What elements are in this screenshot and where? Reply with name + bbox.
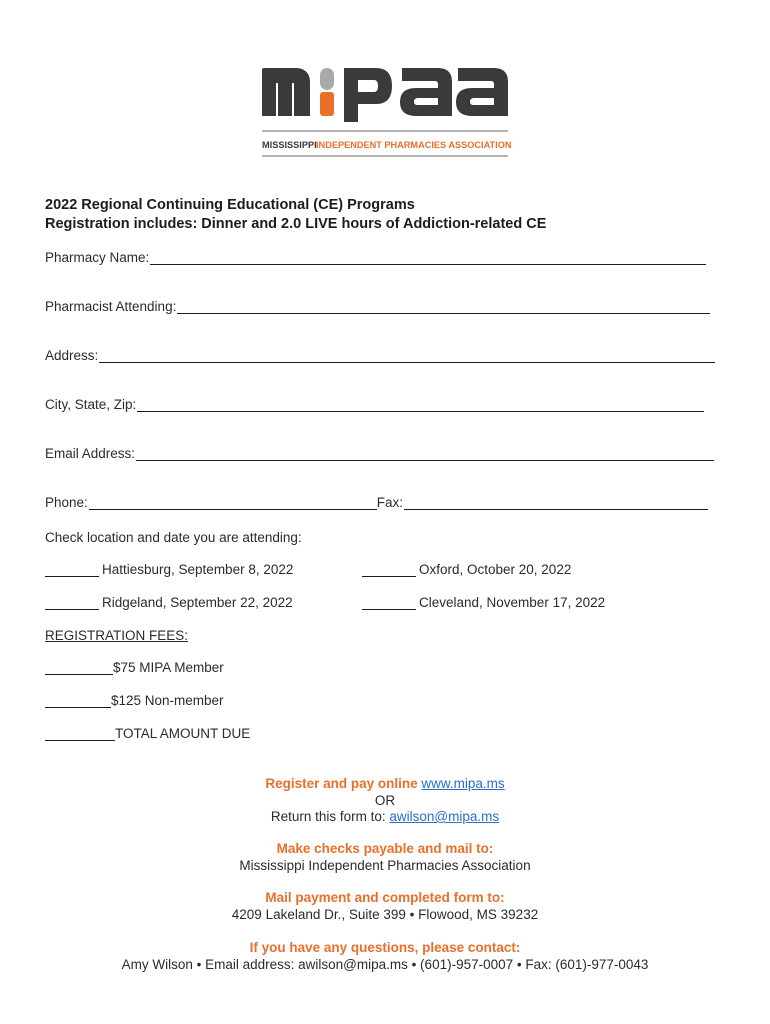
- choice-ridgeland[interactable]: [45, 595, 293, 610]
- fee-member[interactable]: [45, 660, 224, 675]
- fee-total-blank[interactable]: [45, 726, 115, 741]
- form-title: [45, 196, 546, 234]
- email-field[interactable]: [45, 446, 714, 461]
- fee-member-blank[interactable]: [45, 660, 113, 675]
- fee-nonmember-blank[interactable]: [45, 693, 111, 708]
- register-label: Register and pay online: [265, 776, 418, 791]
- address-label: Address:: [45, 348, 99, 363]
- pharmacist-line[interactable]: [177, 299, 710, 314]
- mipa-logo-graphic: [258, 58, 514, 164]
- return-email-link[interactable]: awilson@mipa.ms: [389, 809, 500, 824]
- choice-cleveland[interactable]: [362, 595, 605, 610]
- phone-line[interactable]: [89, 495, 377, 510]
- fax-line[interactable]: [404, 495, 708, 510]
- oxford-label: Oxford, October 20, 2022: [419, 562, 572, 577]
- questions-block: [0, 940, 770, 973]
- choice-oxford[interactable]: [362, 562, 571, 577]
- title-line-1: 2022 Regional Continuing Educational (CE) Programs: [45, 197, 415, 213]
- fee-total-label: TOTAL AMOUNT DUE: [115, 726, 251, 741]
- fee-total[interactable]: [45, 726, 250, 741]
- location-prompt: Check location and date you are attending:: [45, 530, 302, 545]
- register-online-block: [0, 776, 770, 826]
- address-line[interactable]: [99, 348, 715, 363]
- pharmacist-label: Pharmacist Attending:: [45, 299, 177, 314]
- cleveland-label: Cleveland, November 17, 2022: [419, 595, 606, 610]
- fee-member-label: $75 MIPA Member: [113, 660, 224, 675]
- mail-block: [0, 890, 770, 923]
- city-label: City, State, Zip:: [45, 397, 137, 412]
- phone-fax-row[interactable]: [45, 495, 708, 510]
- fee-nonmember-label: $125 Non-member: [111, 693, 224, 708]
- register-link[interactable]: www.mipa.ms: [421, 776, 505, 791]
- mail-address: 4209 Lakeland Dr., Suite 399 • Flowood, MS 39232: [231, 906, 539, 922]
- questions-heading: If you have any questions, please contact:: [249, 940, 521, 955]
- fax-label: Fax:: [376, 495, 404, 510]
- checks-block: [0, 841, 770, 874]
- logo-tagline-part2: INDEPENDENT PHARMACIES ASSOCIATION: [316, 140, 512, 150]
- title-line-2: Registration includes: Dinner and 2.0 LIVE hours of Addiction-related CE: [45, 216, 547, 232]
- pharmacist-attending-field[interactable]: [45, 299, 710, 314]
- ridgeland-blank[interactable]: [45, 595, 99, 610]
- mail-heading: Mail payment and completed form to:: [265, 890, 505, 905]
- address-field[interactable]: [45, 348, 715, 363]
- city-state-zip-field[interactable]: [45, 397, 704, 412]
- cleveland-blank[interactable]: [362, 595, 416, 610]
- logo-letter-a: [400, 68, 452, 116]
- return-label: Return this form to:: [270, 809, 386, 824]
- checks-payee: Mississippi Independent Pharmacies Association: [239, 857, 531, 873]
- city-line[interactable]: [137, 397, 704, 412]
- phone-label: Phone:: [45, 495, 88, 510]
- logo-capsule-bottom: [320, 92, 334, 116]
- oxford-blank[interactable]: [362, 562, 416, 577]
- or-text: OR: [374, 792, 396, 808]
- logo-letter-p: [344, 68, 392, 122]
- ridgeland-label: Ridgeland, September 22, 2022: [102, 595, 293, 610]
- pharmacy-name-line[interactable]: [150, 250, 706, 265]
- choice-hattiesburg[interactable]: [45, 562, 293, 577]
- contact-line: Amy Wilson • Email address: awilson@mipa.ms • (601)-957-0007 • Fax: (601)-977-0043: [121, 956, 649, 972]
- logo-tagline-part1: MISSISSIPPI: [262, 140, 317, 150]
- registration-fees-heading: REGISTRATION FEES:: [45, 628, 189, 643]
- hattiesburg-label: Hattiesburg, September 8, 2022: [102, 562, 294, 577]
- logo-letter-a2: [456, 68, 508, 116]
- checks-heading: Make checks payable and mail to:: [276, 841, 494, 856]
- email-line[interactable]: [136, 446, 714, 461]
- pharmacy-name-label: Pharmacy Name:: [45, 250, 150, 265]
- fee-nonmember[interactable]: [45, 693, 224, 708]
- mipa-logo: [258, 58, 514, 164]
- pharmacy-name-field[interactable]: [45, 250, 706, 265]
- email-label: Email Address:: [45, 446, 136, 461]
- logo-capsule-top: [320, 68, 334, 90]
- hattiesburg-blank[interactable]: [45, 562, 99, 577]
